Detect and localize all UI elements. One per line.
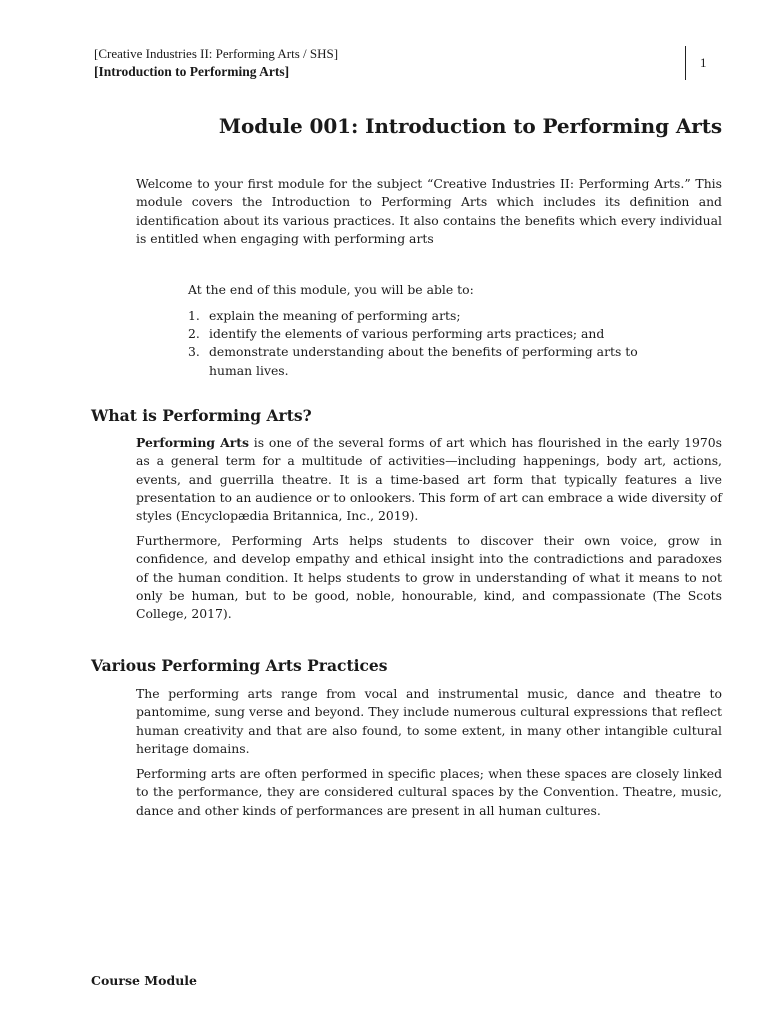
section-heading-what-is: What is Performing Arts? — [91, 406, 312, 425]
header-module-topic: [Introduction to Performing Arts] — [94, 64, 290, 79]
objective-item — [188, 325, 658, 343]
header-divider — [685, 46, 686, 80]
section-heading-practices: Various Performing Arts Practices — [91, 656, 388, 675]
objective-number: 2. — [188, 326, 200, 342]
definition-paragraph — [136, 434, 722, 525]
objective-number: 1. — [188, 308, 200, 323]
page-number: 1 — [700, 55, 707, 70]
objectives-lead: At the end of this module, you will be able to: — [188, 282, 474, 297]
objective-text: demonstrate understanding about the benefits of performing arts to human lives. — [209, 344, 638, 378]
objective-text: explain the meaning of performing arts; — [209, 308, 461, 323]
objectives-list — [188, 307, 658, 380]
practices-paragraph-2: Performing arts are often performed in specific places; when these spaces are closely linked to the performance, they are considered cultural spaces by the Convention. Theatre, music, dance and other kinds of performances are present in all human cultures. — [136, 766, 722, 818]
definition-text: is one of the several forms of art which has flourished in the early 1970s as a general term for a multitude of activities—including happenings, body art, actions, events, and guerrilla theatre. It is a time-based art form that typically features a live presentation to an audience or to onlookers. This form of art can embrace a wide diversity of styles (Encyclopædia Britannica, Inc., 2019). — [136, 435, 722, 524]
practices-paragraph-1: The performing arts range from vocal and instrumental music, dance and theatre to pantomime, sung verse and beyond. They include numerous cultural expressions that reflect human creativity and that are also found, to some extent, in many other intangible cultural heritage domains. — [136, 686, 722, 756]
objective-text: identify the elements of various performing arts practices; and — [209, 326, 605, 342]
intro-paragraph: Welcome to your first module for the subject “Creative Industries II: Performing Arts.” This module covers the Introduction to Performing Arts which includes its definition and identification about its various practices. It also contains the benefits which every individual is entitled when engaging with performing arts — [136, 176, 722, 246]
objective-number: 3. — [188, 344, 200, 360]
objective-item — [188, 343, 658, 379]
footer-label: Course Module — [91, 973, 198, 988]
benefits-paragraph: Furthermore, Performing Arts helps students to discover their own voice, grow in confidence, and develop empathy and ethical insight into the contradictions and paradoxes of the human condition. It helps students to grow in understanding of what it means to not only be human, but to be good, noble, honourable, kind, and compassionate (The Scots College, 2017). — [136, 533, 722, 622]
header-course-title: [Creative Industries II: Performing Arts / SHS] — [94, 46, 339, 61]
defined-term: Performing Arts — [136, 435, 250, 450]
objective-item — [188, 307, 658, 325]
module-title: Module 001: Introduction to Performing Arts — [218, 114, 722, 138]
